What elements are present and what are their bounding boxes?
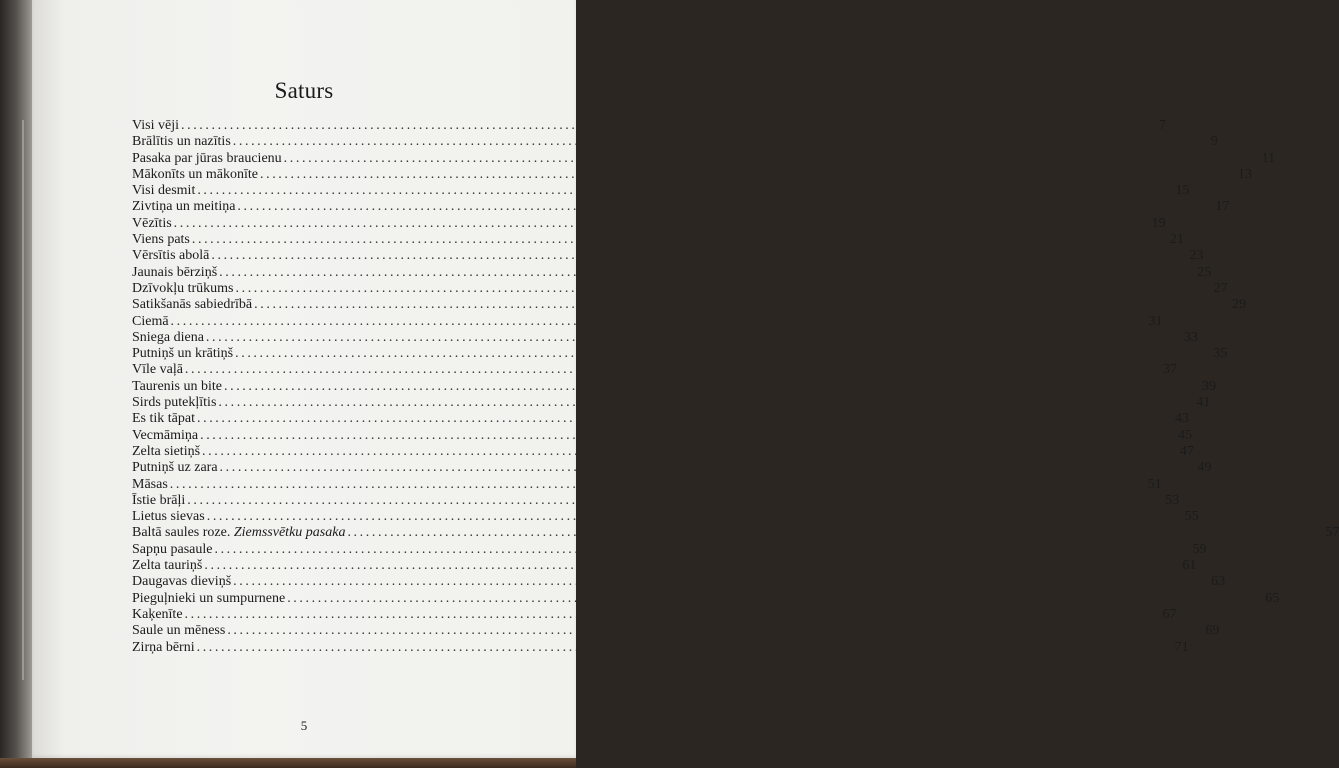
toc-entry-title xyxy=(132,411,195,427)
dot-leader: ................................................................................................................................................................ xyxy=(235,280,1212,296)
toc-entry-title-text: Brālītis un nazītis xyxy=(132,134,231,150)
toc-entry xyxy=(132,574,1226,590)
toc-entry xyxy=(132,623,1220,639)
toc-entry-title-text: Zelta tauriņš xyxy=(132,558,203,574)
toc-entry xyxy=(132,248,1204,264)
dot-leader: ................................................................................................................................................................ xyxy=(184,362,1161,378)
toc-entry xyxy=(132,590,1280,607)
toc-entry-title xyxy=(132,216,172,232)
toc-entry-page: 25 xyxy=(1197,264,1212,280)
toc-entry-title-text: Dzīvokļu trūkums xyxy=(132,280,234,296)
toc-entry-page: 65 xyxy=(1265,590,1280,606)
dot-leader: ................................................................................................................................................................ xyxy=(219,264,1196,280)
page-edge xyxy=(0,758,576,768)
toc-entry-page: 9 xyxy=(1210,134,1218,150)
toc-entry-title xyxy=(132,623,225,639)
dot-leader: ................................................................................................................................................................ xyxy=(218,395,1195,411)
toc-entry-title-text: Īstie brāļi xyxy=(132,492,186,508)
toc-entry-page: 71 xyxy=(1174,639,1189,655)
toc-entry-title xyxy=(132,525,345,541)
dot-leader: ................................................................................................................................................................ xyxy=(169,476,1146,492)
dot-leader: ................................................................................................................................................................ xyxy=(233,574,1210,590)
toc-entry xyxy=(132,525,1339,541)
toc-entry xyxy=(132,509,1199,525)
toc-entry xyxy=(132,215,1166,232)
toc-entry xyxy=(132,443,1195,460)
toc-entry-title xyxy=(132,183,195,199)
toc-entry-page: 43 xyxy=(1175,411,1189,427)
toc-entry-page: 61 xyxy=(1182,558,1197,574)
toc-entry-title-text: Visi vēji xyxy=(132,118,179,133)
toc-entry-title-text: Vecmāmiņa xyxy=(132,427,199,443)
toc-entry-page: 53 xyxy=(1165,492,1180,508)
toc-entry xyxy=(132,460,1212,476)
toc-entry-page: 67 xyxy=(1162,606,1177,622)
toc-entry-page: 27 xyxy=(1213,280,1228,296)
toc-entry-page: 19 xyxy=(1151,215,1166,231)
toc-entry xyxy=(132,150,1276,167)
toc-entry-page: 69 xyxy=(1205,623,1220,639)
toc-entry xyxy=(132,118,1166,134)
toc-entry-title-text: Zirņa bērni xyxy=(132,639,195,655)
dot-leader: ................................................................................................................................................................ xyxy=(254,297,1231,313)
dot-leader: ................................................................................................................................................................ xyxy=(237,199,1214,215)
dot-leader: ................................................................................................................................................................ xyxy=(224,378,1200,394)
toc-entry xyxy=(132,297,1247,313)
toc-entry-title-text: Māsas xyxy=(132,476,168,492)
toc-entry-page: 21 xyxy=(1169,232,1184,248)
toc-entry-page: 47 xyxy=(1180,443,1195,459)
dot-leader: ................................................................................................................................................................ xyxy=(184,606,1161,622)
dot-leader: ................................................................................................................................................................ xyxy=(173,215,1150,231)
toc-entry-page: 23 xyxy=(1189,248,1204,264)
toc-entry-title xyxy=(132,493,185,509)
toc-entry-title xyxy=(132,558,202,574)
toc-entry-title xyxy=(132,542,212,558)
toc-entry-page: 29 xyxy=(1232,297,1247,313)
toc-entry-title-text: Sapņu pasaule xyxy=(132,541,213,557)
toc-entry xyxy=(132,558,1197,574)
dot-leader: ................................................................................................................................................................ xyxy=(206,509,1183,525)
dot-leader: ................................................................................................................................................................ xyxy=(260,166,1236,182)
dot-leader: ................................................................................................................................................................ xyxy=(219,460,1196,476)
toc-entry-title xyxy=(132,428,198,444)
toc-entry-page: 45 xyxy=(1178,427,1193,443)
dot-leader: ................................................................................................................................................................ xyxy=(197,183,1174,199)
dot-leader: ................................................................................................................................................................ xyxy=(211,248,1188,264)
toc-entry xyxy=(132,166,1252,183)
toc-entry-title-text: Viens pats xyxy=(132,232,190,248)
toc-entry-page: 35 xyxy=(1213,346,1228,362)
dot-leader: ................................................................................................................................................................ xyxy=(170,313,1147,329)
toc-entry-title xyxy=(132,362,183,378)
toc-entry xyxy=(132,411,1189,427)
toc-entry-title-text: Kaķenīte xyxy=(132,606,183,622)
toc-entry-title xyxy=(132,574,231,590)
toc-entry-title xyxy=(132,477,168,493)
toc-entry-page: 51 xyxy=(1147,476,1162,492)
toc-entry-title xyxy=(132,640,195,656)
toc-entry xyxy=(132,183,1190,199)
toc-entry-page: 55 xyxy=(1184,509,1199,525)
toc-entry-title-text: Sirds putekļītis xyxy=(132,395,217,411)
toc-entry-title-text: Putniņš uz zara xyxy=(132,460,218,476)
toc-entry-title xyxy=(132,379,222,395)
toc-entry-title-text: Zelta sietiņš xyxy=(132,443,201,459)
toc-entry xyxy=(132,541,1207,558)
dot-leader: ................................................................................................................................................................ xyxy=(187,492,1164,508)
toc-entry xyxy=(132,232,1184,248)
toc-entry-title xyxy=(132,118,179,134)
toc-entry-title-text: Vīle vaļā xyxy=(132,362,183,378)
toc-entry-title-text: Sniega diena xyxy=(132,329,204,345)
toc-entry-title-text: Baltā saules roze. xyxy=(132,525,231,541)
toc-entry-title-text: Zivtiņa un meitiņa xyxy=(132,199,236,215)
toc-entry-title-text: Jaunais bērziņš xyxy=(132,264,218,280)
toc-entry-title-text: Ciemā xyxy=(132,313,169,329)
toc-entry-title xyxy=(132,330,204,346)
toc-entry-title-text: Vērsītis abolā xyxy=(132,248,210,264)
toc-entry xyxy=(132,346,1228,362)
toc-entry-title-text: Saule un mēness xyxy=(132,623,226,639)
toc-entry-page: 13 xyxy=(1238,166,1252,182)
toc-entry-page: 11 xyxy=(1261,150,1276,166)
toc-entry-page: 37 xyxy=(1162,362,1177,378)
toc-entry-page: 31 xyxy=(1148,313,1163,329)
toc-entry-title-text: Pieguļnieki un sumpurnene xyxy=(132,590,286,606)
toc-entry xyxy=(132,427,1193,444)
dot-leader: ................................................................................................................................................................ xyxy=(287,590,1264,606)
toc-entry xyxy=(132,639,1189,656)
toc-entry-title-text: Pasaka par jūras braucienu xyxy=(132,150,282,166)
dot-leader: ................................................................................................................................................................ xyxy=(181,118,1157,133)
toc-entry-page: 17 xyxy=(1215,199,1230,215)
toc-entry-title-text: Lietus sievas xyxy=(132,509,205,525)
toc-entry-title xyxy=(132,346,233,362)
toc-entry xyxy=(132,378,1216,395)
toc-entry-page: 15 xyxy=(1175,183,1190,199)
toc-entry-title xyxy=(132,167,258,183)
toc-entry-title-text: Taurenis un bite xyxy=(132,378,222,394)
dot-leader: ................................................................................................................................................................ xyxy=(227,623,1204,639)
toc-entry xyxy=(132,264,1212,281)
toc-entry-page: 7 xyxy=(1159,118,1166,133)
dot-leader: ................................................................................................................................................................ xyxy=(191,232,1168,248)
dot-leader: ................................................................................................................................................................ xyxy=(235,346,1212,362)
toc-entry-title xyxy=(132,134,231,150)
toc-entry-title xyxy=(132,297,252,313)
dot-leader: ................................................................................................................................................................ xyxy=(196,639,1173,655)
toc-entry-page: 41 xyxy=(1196,395,1211,411)
toc-entry-title-text: Putniņš un krātiņš xyxy=(132,346,234,362)
toc-entry-title-text: Mākonīts un mākonīte xyxy=(132,166,258,182)
dot-leader: ................................................................................................................................................................ xyxy=(214,541,1191,557)
toc-entry-title xyxy=(132,265,217,281)
toc-entry-subtitle: Ziemssvētku pasaka xyxy=(233,525,346,541)
toc-entry xyxy=(132,199,1230,215)
book-page xyxy=(32,0,1339,758)
toc-entry-title xyxy=(132,232,190,248)
toc-entry-title-text: Es tik tāpat xyxy=(132,411,195,427)
toc-entry-page: 57 xyxy=(1325,525,1339,541)
toc-entry-title-text: Vēzītis xyxy=(132,215,172,231)
dot-leader: ................................................................................................................................................................ xyxy=(197,411,1173,427)
toc-entry-title xyxy=(132,509,205,525)
toc-entry-page: 39 xyxy=(1202,378,1216,394)
toc-entry-title-text: Visi desmit xyxy=(132,183,196,199)
toc-entry xyxy=(132,280,1228,297)
page-number: 5 xyxy=(300,718,308,733)
toc-entry xyxy=(132,134,1218,150)
dot-leader: ................................................................................................................................................................ xyxy=(232,134,1209,150)
toc-entry-title xyxy=(132,444,200,460)
dot-leader: ................................................................................................................................................................ xyxy=(283,150,1260,166)
toc-entry-title-text: Satikšanās sabiedrībā xyxy=(132,297,253,313)
dot-leader: ................................................................................................................................................................ xyxy=(205,329,1182,345)
toc-entry xyxy=(132,492,1180,509)
dot-leader: ................................................................................................................................................................ xyxy=(202,443,1179,459)
toc-entry xyxy=(132,395,1211,411)
toc-entry-title xyxy=(132,199,235,215)
toc-entry-title xyxy=(132,314,169,330)
dot-leader: ................................................................................................................................................................ xyxy=(347,525,1324,541)
dot-leader: ................................................................................................................................................................ xyxy=(200,427,1177,443)
toc-entry xyxy=(132,476,1162,493)
toc-entry-title xyxy=(132,151,282,167)
toc-entry xyxy=(132,362,1177,378)
toc-entry-title xyxy=(132,591,285,607)
page-title: Saturs xyxy=(274,78,334,103)
table-of-contents xyxy=(132,118,1339,656)
toc-entry xyxy=(132,329,1198,346)
toc-entry-title xyxy=(132,395,216,411)
toc-entry-page: 49 xyxy=(1197,460,1212,476)
toc-entry-page: 63 xyxy=(1211,574,1226,590)
toc-entry-title xyxy=(132,460,218,476)
toc-entry-title xyxy=(132,281,234,297)
dot-leader: ................................................................................................................................................................ xyxy=(204,558,1181,574)
toc-entry xyxy=(132,313,1163,330)
toc-entry-title-text: Daugavas dieviņš xyxy=(132,574,232,590)
toc-entry-title xyxy=(132,248,209,264)
toc-entry-page: 59 xyxy=(1192,541,1207,557)
toc-entry xyxy=(132,606,1177,623)
toc-entry-title xyxy=(132,607,183,623)
toc-entry-page: 33 xyxy=(1183,329,1198,345)
